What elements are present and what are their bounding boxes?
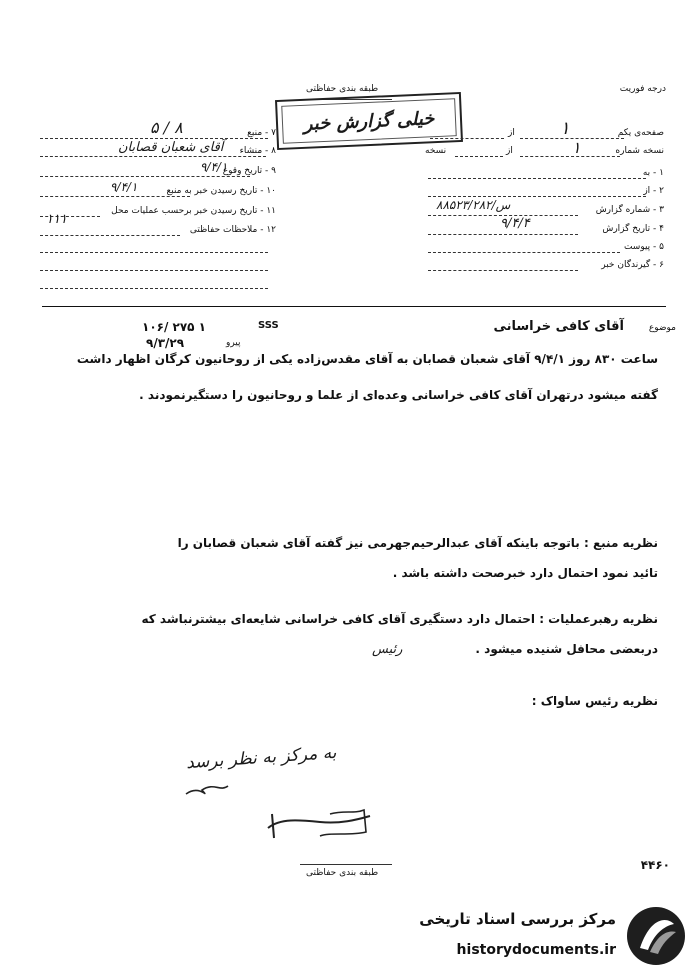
field-8: ۸ - منشاء — [239, 146, 276, 156]
p3-line1: نظریه رهبرعملیات : احتمال دارد دستگیری آقای کافی خراسانی شایعه‌ای بیشترنباشد که — [141, 612, 658, 626]
field-2: ۲ - از — [643, 186, 664, 196]
page-label: صفحه‌ی یکم — [617, 128, 664, 138]
subject-label: موضوع — [648, 323, 676, 333]
classification-top: طبقه بندی حفاظتی — [306, 84, 379, 94]
field-7-value: ۵ / ۸ — [150, 118, 183, 137]
separator-line — [42, 306, 666, 307]
p3-sign: رئیس — [372, 642, 403, 657]
stamp-text: خیلی گزارش خبر — [303, 107, 435, 135]
archive-logo — [406, 898, 696, 974]
doc-code: ۴۴۶۰ — [640, 858, 670, 872]
logo-title: مرکز بررسی اسناد تاریخی — [419, 910, 616, 928]
field-11: ۱۱ - تاریخ رسیدن خبر برحسب عملیات محل — [111, 206, 276, 216]
stamp — [275, 92, 463, 150]
field-12: ۱۲ - ملاحظات حفاظتی — [189, 225, 276, 235]
page-value: ۱ — [560, 118, 570, 139]
field-8-value: آقای شعبان قصابان — [118, 140, 224, 155]
p3-line2: دربعضی محافل شنیده میشود . — [475, 642, 658, 656]
p2-line1: نظریه منبع : باتوجه باینکه آقای عبدالرحیم‌جهرمی نیز گفته آقای شعبان قصابان را — [177, 536, 658, 550]
ref-number: ۱۰۶/ ۲۷۵ ۱ — [142, 320, 207, 334]
p4-label: نظریه رئیس ساواک : — [531, 694, 658, 708]
logo-emblem-icon — [624, 904, 688, 968]
p2-line2: تائید نمود احتمال دارد خبرصحت داشته باشد . — [392, 566, 658, 580]
field-4: ۴ - تاریخ گزارش — [602, 224, 664, 234]
logo-url: historydocuments.ir — [456, 942, 616, 958]
field-4-value: ۹/۴/۴ — [500, 216, 530, 231]
signature-scribble — [180, 770, 440, 870]
copy-value: ۱ — [572, 138, 581, 157]
follow-value: ۹/۳/۲۹ — [146, 336, 185, 350]
classification-bottom: طبقه بندی حفاظتی — [306, 868, 379, 878]
field-9-value: ۹/۴/۱ — [200, 160, 228, 174]
classification-bottom-line — [300, 864, 392, 865]
field-10-value: ۹/۴/۱ — [110, 180, 138, 194]
ref-prefix: SSS — [258, 320, 279, 331]
field-9: ۹ - تاریخ وقوع — [222, 166, 276, 176]
field-7: ۷ - منبع — [247, 128, 276, 138]
p1-line2: گفته میشود درتهران آقای کافی خراسانی وعده‌ای از علما و روحانیون را دستگیرنمودند . — [139, 388, 658, 402]
field-11-value: ۱۱۱ — [46, 212, 67, 227]
p4-handwriting: به مرکز به نظر برسد — [185, 742, 338, 774]
copy-word: نسخه — [425, 146, 447, 156]
copy-label: نسخه شماره — [615, 146, 664, 156]
from2-label: از — [506, 146, 513, 156]
from1-label: از — [508, 128, 515, 138]
field-1: ۱ - به — [642, 168, 664, 178]
subject-value: آقای کافی خراسانی — [493, 319, 624, 334]
p1-line1: ساعت ۸۳۰ روز ۹/۴/۱ آقای شعبان قصابان به آقای مقدس‌زاده یکی از روحانیون کرگان اظهار داشت — [76, 352, 658, 366]
field-5: ۵ - پیوست — [623, 242, 664, 252]
field-3: ۳ - شماره گزارش — [595, 205, 664, 215]
field-3-value: ۸۸۵۲۳/۲۸۲/س — [436, 198, 511, 212]
urgency-label: درجه فوریت — [619, 84, 666, 94]
field-6: ۶ - گیرندگان خبر — [601, 260, 664, 270]
follow-label: پیرو — [226, 338, 241, 348]
field-10: ۱۰ - تاریخ رسیدن خبر به منبع — [166, 186, 276, 196]
